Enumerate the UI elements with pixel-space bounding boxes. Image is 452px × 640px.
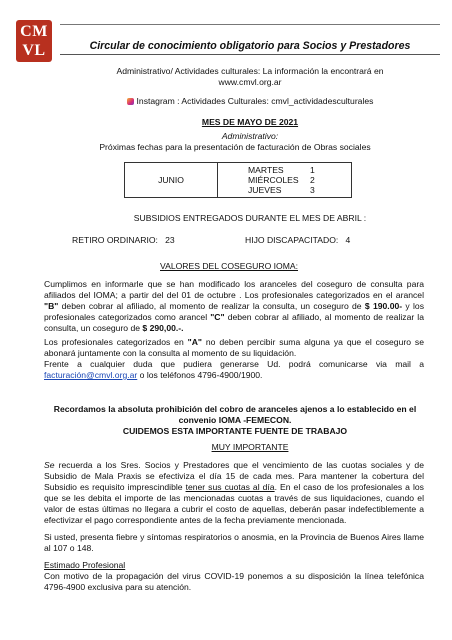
facturacion-email-link[interactable]: facturación@cmvl.org.ar xyxy=(44,370,138,380)
header-rule xyxy=(60,24,440,25)
subsidios-title: SUBSIDIOS ENTREGADOS DURANTE EL MES DE ABRIL : xyxy=(133,213,367,223)
coseguro-paragraph-3: Frente a cualquier duda que pudiera generarse Ud. podrá comunicarse via mail a facturación@cmvl.org.ar o los teléfonos 4796-4900/1900. xyxy=(44,359,424,380)
admin-text: Próximas fechas para la presentación de facturación de Obras sociales xyxy=(99,142,371,152)
coseguro-title: VALORES DEL COSEGURO IOMA: xyxy=(160,261,299,271)
month-title: MES DE MAYO DE 2021 xyxy=(201,117,299,127)
instagram-text: Instagram : Actividades Culturales: cmvl_actividadesculturales xyxy=(136,96,374,106)
dates-row: MARTES 1 xyxy=(248,165,315,175)
covid-hotline-text: Con motivo de la propagación del virus COVID-19 ponemos a su disposición la línea telefónica 4796-4900 exclusiva para su atención. xyxy=(44,571,424,592)
title-underline xyxy=(60,54,440,55)
dates-row: MIÉRCOLES 2 xyxy=(248,175,315,185)
info-block xyxy=(60,66,440,88)
dates-table xyxy=(124,162,352,198)
cmvl-logo: CM VL xyxy=(16,20,52,62)
dates-row: JUEVES 3 xyxy=(248,185,315,195)
retiro-ordinario: RETIRO ORDINARIO: 23 xyxy=(72,235,175,245)
muy-importante-title: MUY IMPORTANTE xyxy=(211,442,289,452)
instagram-icon xyxy=(127,98,134,105)
coseguro-paragraph-1: Cumplimos en informarle que se han modificado los aranceles del coseguro de consulta para afiliados del IOMA; a partir del del 01 de octubre . Los profesionales categorizados en el arancel "B" deben cobrar al afiliado, al momento de realizar la consulta, un coseguro de $ 190.00- y los profesionales categorizados como arancel "C" deben cobrar al afiliado, al momento de realizar la consulta, un coseguro de $ 290,00.-. xyxy=(44,279,425,333)
covid-symptoms-notice: Si usted, presenta fiebre y síntomas respiratorios o anosmia, en la Provincia de Buenos Aires llame al 107 o 148. xyxy=(44,532,424,553)
dates-month: JUNIO xyxy=(125,163,218,198)
website-link[interactable]: www.cmvl.org.ar xyxy=(218,77,282,87)
importante-paragraph: Se recuerda a los Sres. Socios y Prestadores que el vencimiento de las cuotas sociales y de Subsidio de Mala Praxis se efectiviza el día 15 de cada mes. Para mantener la cobertura del Subsidio es requisito imprescindible tener sus cuotas al día. En el caso de los profesionales a los que se les debita el importe de las mencionadas cuotas a través de sus liquidaciones, cuando el valor de estas últimas no llegara a cubrir el costo de aquellas, deberán pasar indefectiblemente a efectivizar el pago correspondiente antes de la fecha previamente mencionada. xyxy=(44,460,424,525)
admin-label: Administrativo: xyxy=(221,131,279,141)
info-line-1: Administrativo/ Actividades culturales: La información la encontrará en xyxy=(116,66,384,76)
estimado-profesional-label: Estimado Profesional xyxy=(44,560,126,570)
instagram-line xyxy=(60,96,440,107)
coseguro-paragraph-2: Los profesionales categorizados en "A" no deben percibir suma alguna ya que el coseguro se abonará juntamente con la consulta al momento de su liquidación. xyxy=(44,337,424,358)
page-title: Circular de conocimiento obligatorio para Socios y Prestadores xyxy=(89,40,411,52)
dates-days xyxy=(218,163,352,198)
hijo-discapacitado: HIJO DISCAPACITADO: 4 xyxy=(245,235,351,245)
prohibicion-notice: Recordamos la absoluta prohibición del cobro de aranceles ajenos a lo establecido en el convenio IOMA -FEMECON. CUIDEMOS ESTA IMPORTANTE FUENTE DE TRABAJO xyxy=(53,404,417,436)
